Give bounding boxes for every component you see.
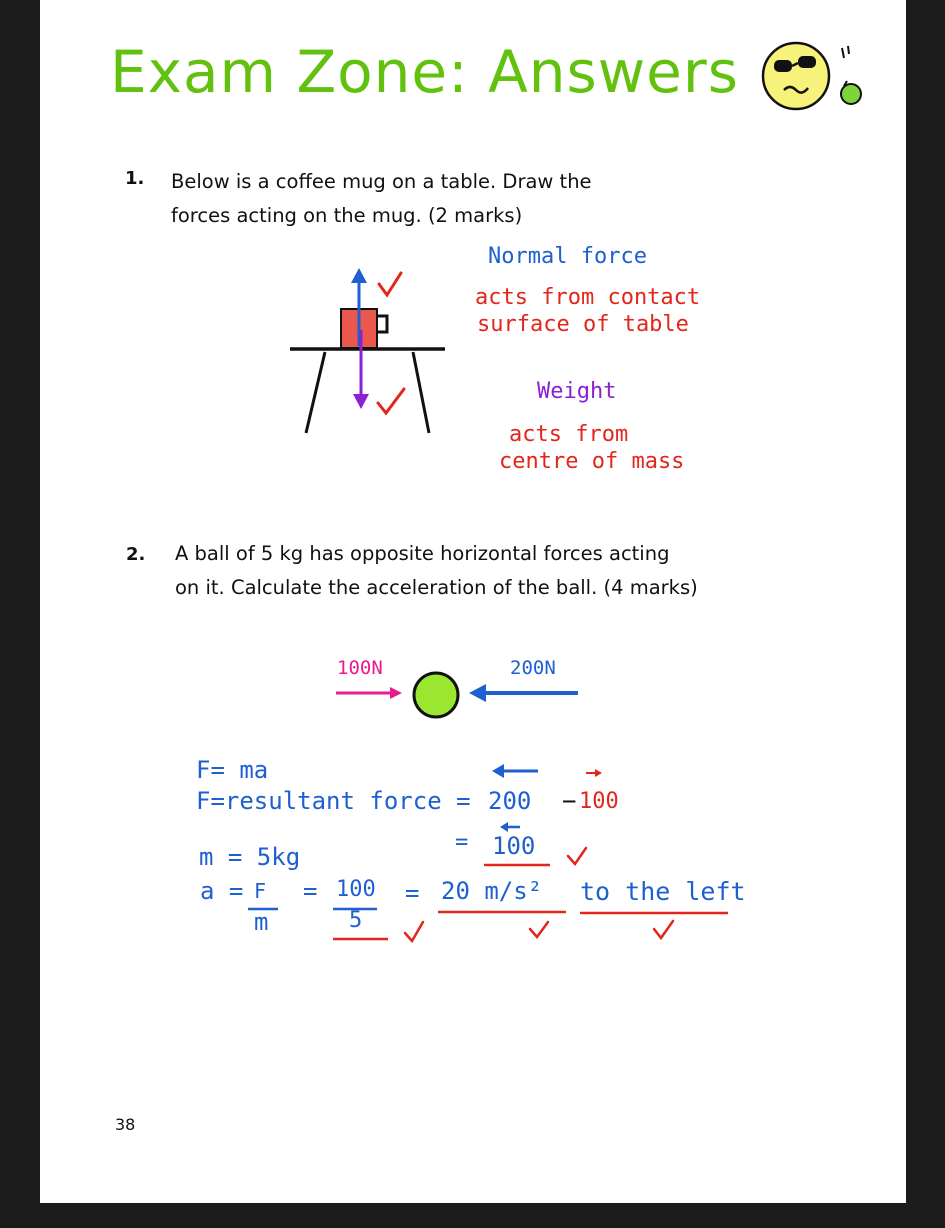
weight-note-2: centre of mass <box>499 449 685 474</box>
equation-f-ma: F= ma <box>196 756 269 784</box>
question-1-line-1: Below is a coffee mug on a table. Draw the <box>171 170 592 193</box>
page-number: 38 <box>115 1115 136 1134</box>
equation-m-denominator: m <box>254 908 269 936</box>
equation-a: a = <box>200 877 244 905</box>
equation-equals-2: = <box>303 877 318 905</box>
page-title: Exam Zone: Answers <box>110 38 739 106</box>
normal-force-label: Normal force <box>488 244 647 269</box>
equation-equals-1: = <box>455 830 469 855</box>
question-2-number: 2. <box>126 544 146 565</box>
answer-page <box>40 0 906 1203</box>
equation-equals-3: = <box>405 879 420 907</box>
normal-force-note-1: acts from contact <box>475 285 701 310</box>
equation-f-numerator: F <box>254 879 267 903</box>
equation-result-100: 100 <box>492 832 536 860</box>
equation-resultant: F=resultant force = <box>196 787 471 815</box>
answer-acceleration: 20 m/s² <box>441 877 543 905</box>
equation-100: 100 <box>579 789 619 814</box>
equation-5-denominator: 5 <box>349 908 363 933</box>
answer-direction: to the left <box>580 877 746 906</box>
question-2-line-2: on it. Calculate the acceleration of the ball. (4 marks) <box>175 576 698 599</box>
question-2-line-1: A ball of 5 kg has opposite horizontal forces acting <box>175 542 670 565</box>
left-force-label: 100N <box>337 657 383 679</box>
equation-minus: − <box>562 787 577 815</box>
equation-mass: m = 5kg <box>199 843 301 871</box>
normal-force-note-2: surface of table <box>477 312 689 337</box>
question-1-number: 1. <box>125 168 145 189</box>
weight-label: Weight <box>537 379 617 404</box>
weight-note-1: acts from <box>509 422 629 447</box>
right-force-label: 200N <box>510 657 556 679</box>
equation-100-numerator: 100 <box>336 877 376 902</box>
equation-200: 200 <box>488 787 532 815</box>
question-1-line-2: forces acting on the mug. (2 marks) <box>171 204 523 227</box>
